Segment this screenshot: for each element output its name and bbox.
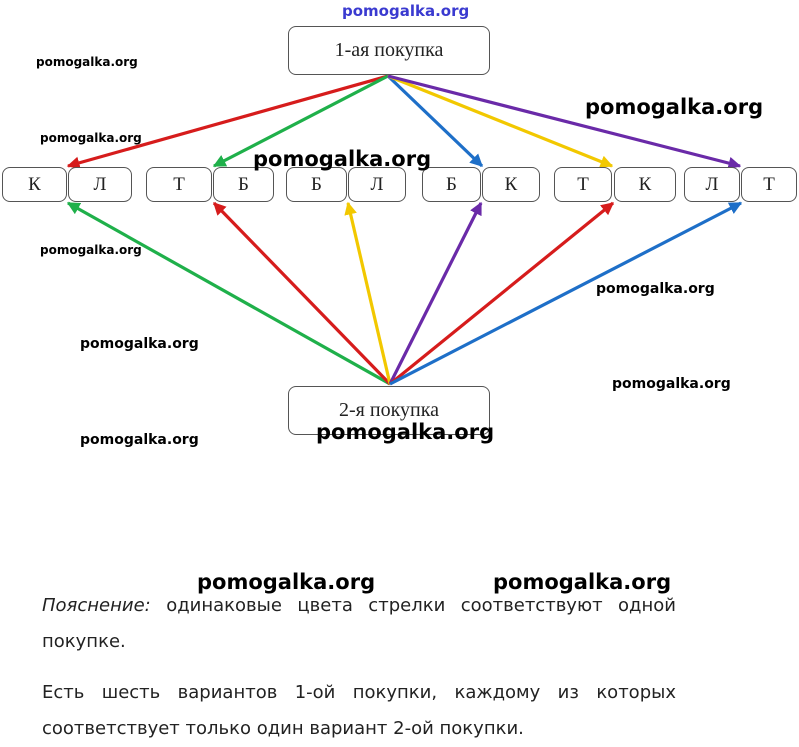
watermark: pomogalka.org [493, 570, 672, 594]
arrow-second-tb [214, 203, 390, 384]
first-purchase-label: 1-ая покупка [334, 39, 444, 61]
watermark: pomogalka.org [316, 420, 495, 444]
explanation-text-line2: покупке. [42, 631, 126, 652]
watermark: pomogalka.org [40, 131, 142, 145]
arrow-second-tk [390, 203, 613, 384]
letter-box-l-3 [684, 167, 740, 202]
arrow-first-lt [388, 76, 740, 166]
watermark: pomogalka.org [253, 147, 432, 171]
letter-label: Б [446, 173, 457, 195]
watermark-top: pomogalka.org [342, 2, 470, 20]
letter-box-b-3 [422, 167, 481, 202]
watermark: pomogalka.org [40, 243, 142, 257]
letter-label: Б [311, 173, 322, 195]
letter-label: К [638, 173, 652, 195]
letter-label: Т [173, 173, 185, 195]
letter-label: Т [577, 173, 589, 195]
second-purchase-label: 2-я покупка [339, 399, 439, 421]
arrow-second-bl [348, 203, 390, 384]
letter-box-t-1 [146, 167, 212, 202]
letter-box-l-2 [348, 167, 406, 202]
letter-box-b-1 [213, 167, 274, 202]
variants-paragraph [42, 675, 676, 747]
arrow-second-bk [390, 203, 481, 384]
watermark: pomogalka.org [80, 336, 199, 352]
letter-label: Л [93, 173, 107, 195]
letter-box-k-2 [482, 167, 540, 202]
watermark: pomogalka.org [596, 281, 715, 297]
variants-text-line2: соответствует только один вариант 2-ой покупки. [42, 718, 524, 739]
letter-label: Б [238, 173, 249, 195]
letter-label: К [28, 173, 41, 195]
watermark: pomogalka.org [197, 570, 376, 594]
explanation-text-line1: одинаковые цвета стрелки соответствуют одной [166, 595, 676, 616]
explanation-label: Пояснение: [42, 595, 151, 616]
letter-box-b-2 [286, 167, 347, 202]
letter-label: Т [763, 173, 775, 195]
variants-text-line1: Есть шесть вариантов 1-ой покупки, каждому из которых [42, 682, 676, 703]
watermark: pomogalka.org [36, 55, 138, 69]
arrow-second-kl [68, 203, 390, 384]
letter-box-k-3 [614, 167, 676, 202]
first-purchase-box [288, 26, 490, 75]
letter-label: К [504, 173, 518, 195]
watermark: pomogalka.org [612, 376, 731, 392]
letter-box-t-3 [741, 167, 797, 202]
explanation-paragraph [42, 588, 676, 660]
letter-box-t-2 [554, 167, 612, 202]
letter-box-k-1 [2, 167, 67, 202]
letter-label: Л [370, 173, 384, 195]
watermark: pomogalka.org [80, 432, 199, 448]
watermark: pomogalka.org [585, 95, 764, 119]
letter-label: Л [705, 173, 719, 195]
letter-box-l-1 [68, 167, 132, 202]
